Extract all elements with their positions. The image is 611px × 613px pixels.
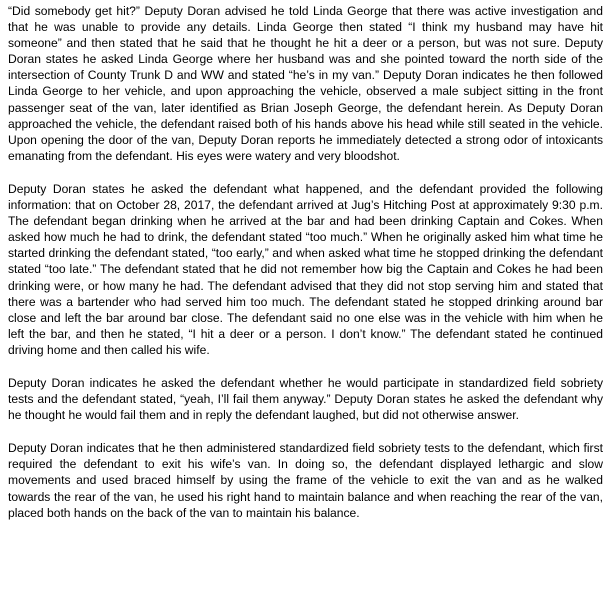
paragraph-3: Deputy Doran indicates he asked the defendant whether he would participate in standardized field sobriety tests and the defendant stated, “yeah, I’ll fail them anyway.” Deputy Doran states he asked the defendant why he thought he would fail them and in reply the defendant laughed, but did not otherwise answer. xyxy=(8,375,603,423)
paragraph-1: “Did somebody get hit?” Deputy Doran advised he told Linda George that there was active investigation and that he was unable to provide any details. Linda George then stated “I think my husband may have hit someone” and then stated that he said that he thought he hit a deer or a person, but was not sure. Deputy Doran states he asked Linda George where her husband was and she pointed toward the north side of the intersection of County Trunk D and WW and stated “he’s in my van.” Deputy Doran indicates he then followed Linda George to her vehicle, and upon approaching the vehicle, observed a male subject sitting in the front passenger seat of the van, later identified as Brian Joseph George, the defendant herein. As Deputy Doran approached the vehicle, the defendant raised both of his hands above his head while still seated in the vehicle. Upon opening the door of the van, Deputy Doran reports he immediately detected a strong odor of intoxicants emanating from the defendant. His eyes were watery and very bloodshot. xyxy=(8,4,603,163)
paragraph-4: Deputy Doran indicates that he then administered standardized field sobriety tests to the defendant, which first required the defendant to exit his wife’s van. In doing so, the defendant displayed lethargic and slow movements and used braced himself by using the frame of the vehicle to exit the van and as he walked towards the rear of the van, he used his right hand to maintain balance and when reaching the rear of the van, placed both hands on the back of the van to maintain his balance. xyxy=(8,441,603,520)
paragraph-2: Deputy Doran states he asked the defendant what happened, and the defendant provided the following information: that on October 28, 2017, the defendant arrived at Jug’s Hitching Post at approximately 9:30 p.m. The defendant began drinking when he arrived at the bar and had been drinking Captain and Cokes. When asked how much he had to drink, the defendant stated “too much.” When he originally asked him what time he started drinking the defendant stated, “too early,” and when asked what time he stopped drinking the defendant stated “too late.” The defendant stated that he did not remember how big the Captain and Cokes he had been drinking were, or how many he had. The defendant advised that they did not stop serving him and stated that there was a bartender who had served him too much. The defendant stated he stopped drinking around bar close and left the bar around bar close. The defendant said no one else was in the vehicle with him when he left the bar, and then he stated, “I hit a deer or a person. I don’t know.” The defendant stated he continued driving home and then called his wife. xyxy=(8,181,603,357)
